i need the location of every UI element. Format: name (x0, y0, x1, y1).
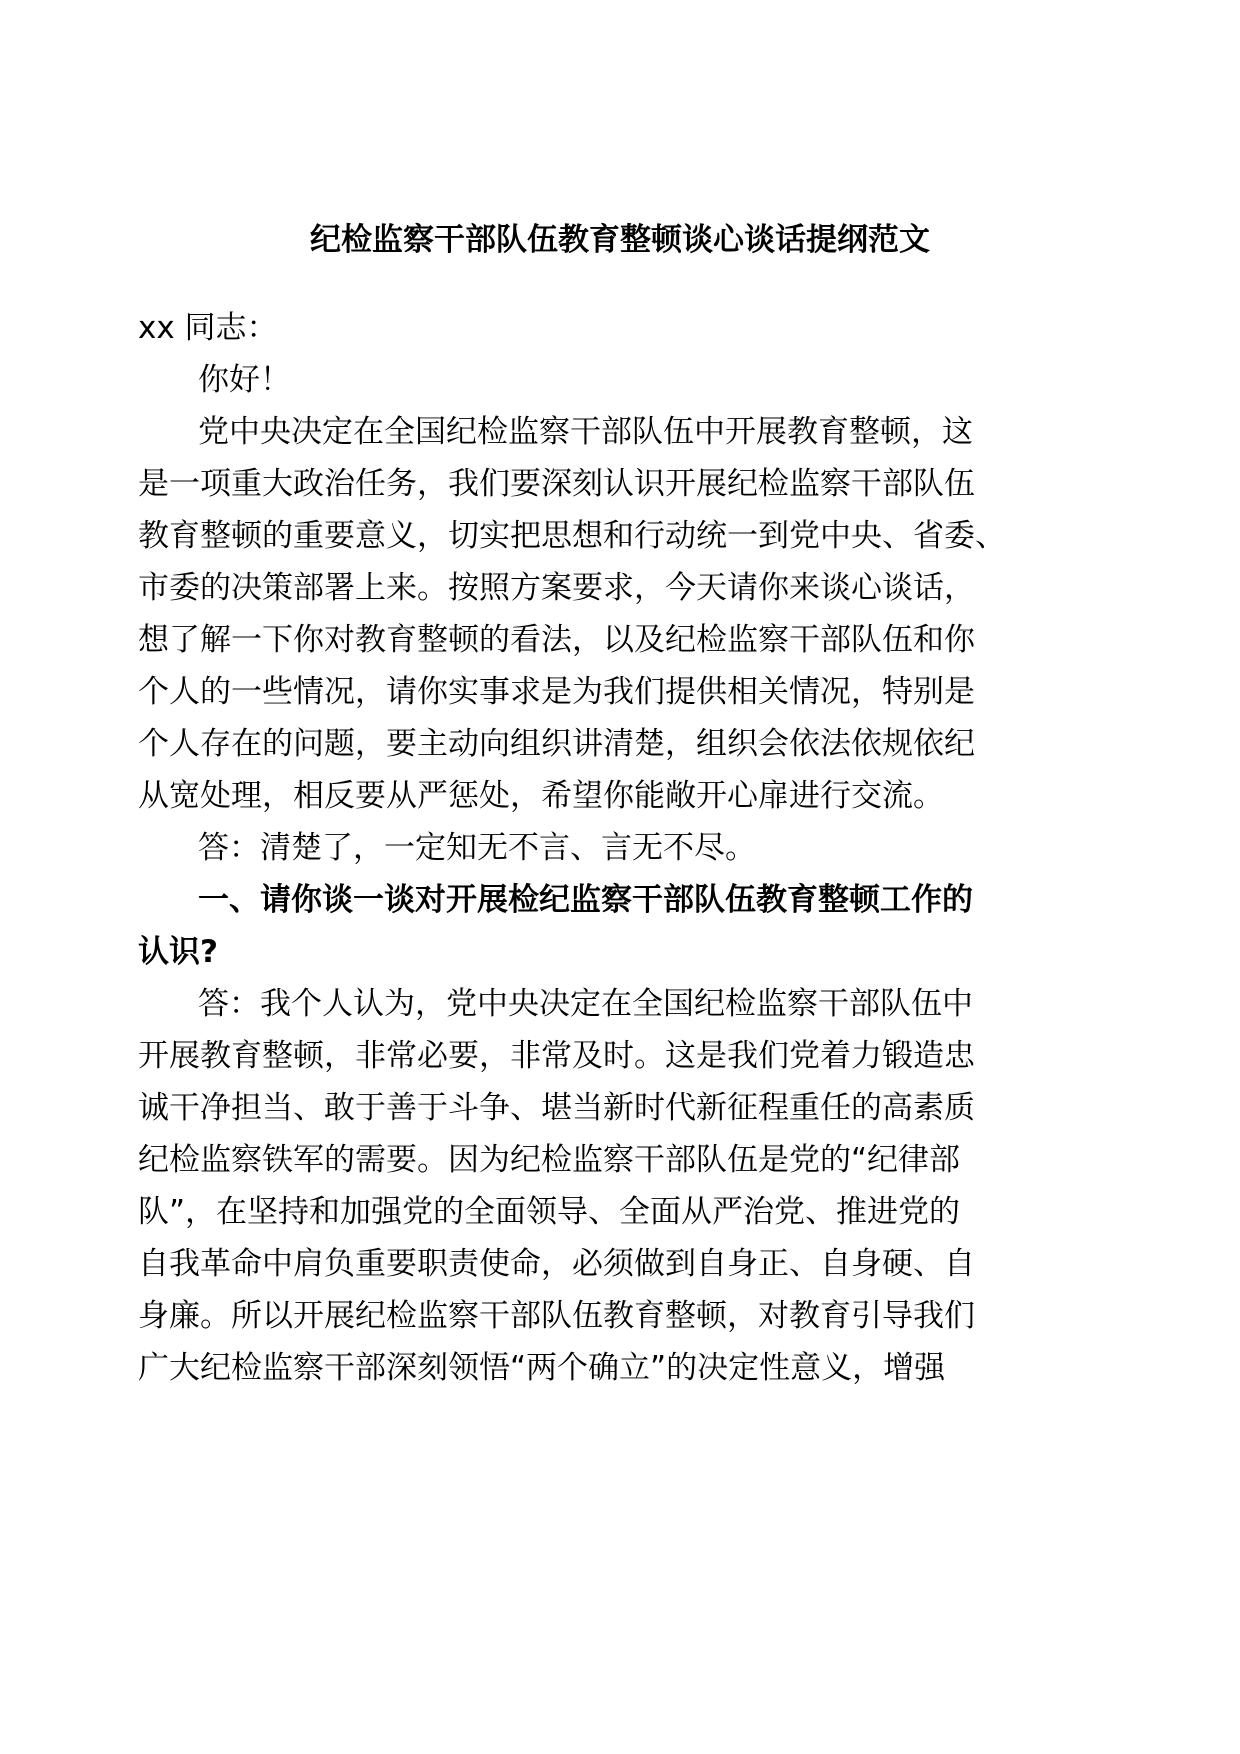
salutation: xx 同志： (138, 310, 278, 346)
paragraph-line: 是一项重大政治任务，我们要深刻认识开展纪检监察干部队伍 (138, 466, 975, 502)
paragraph-line: 个人存在的问题，要主动向组织讲清楚，组织会依法依规依纪 (138, 726, 975, 762)
paragraph-line: 教育整顿的重要意义，切实把思想和行动统一到党中央、省委、 (138, 518, 1006, 554)
heading-line: 一、请你谈一谈对开展检纪监察干部队伍教育整顿工作的 (198, 882, 973, 918)
paragraph-line: 诚干净担当、敢于善于斗争、堪当新时代新征程重任的高素质 (138, 1090, 975, 1126)
paragraph-line: 答：我个人认为，党中央决定在全国纪检监察干部队伍中 (198, 986, 973, 1022)
document-title: 纪检监察干部队伍教育整顿谈心谈话提纲范文 (310, 222, 930, 258)
paragraph-line: 个人的一些情况，请你实事求是为我们提供相关情况，特别是 (138, 674, 975, 710)
paragraph-line: 从宽处理，相反要从严惩处，希望你能敞开心扉进行交流。 (138, 778, 944, 814)
reply-paragraph: 答：清楚了，一定知无不言、言无不尽。 (198, 830, 756, 866)
paragraph-line: 队”，在坚持和加强党的全面领导、全面从严治党、推进党的 (138, 1194, 961, 1230)
heading-line: 认识? (138, 934, 218, 970)
paragraph-line: 自我革命中肩负重要职责使命，必须做到自身正、自身硬、自 (138, 1246, 975, 1282)
paragraph-line: 广大纪检监察干部深刻领悟“两个确立”的决定性意义，增强 (138, 1350, 946, 1386)
paragraph-line: 开展教育整顿，非常必要，非常及时。这是我们党着力锻造忠 (138, 1038, 975, 1074)
paragraph-line: 党中央决定在全国纪检监察干部队伍中开展教育整顿，这 (198, 414, 973, 450)
paragraph-line: 身廉。所以开展纪检监察干部队伍教育整顿，对教育引导我们 (138, 1298, 975, 1334)
paragraph-line: 市委的决策部署上来。按照方案要求，今天请你来谈心谈话， (138, 570, 975, 606)
paragraph-line: 纪检监察铁军的需要。因为纪检监察干部队伍是党的“纪律部 (138, 1142, 961, 1178)
greeting: 你好！ (198, 362, 291, 398)
paragraph-line: 想了解一下你对教育整顿的看法，以及纪检监察干部队伍和你 (138, 622, 975, 658)
